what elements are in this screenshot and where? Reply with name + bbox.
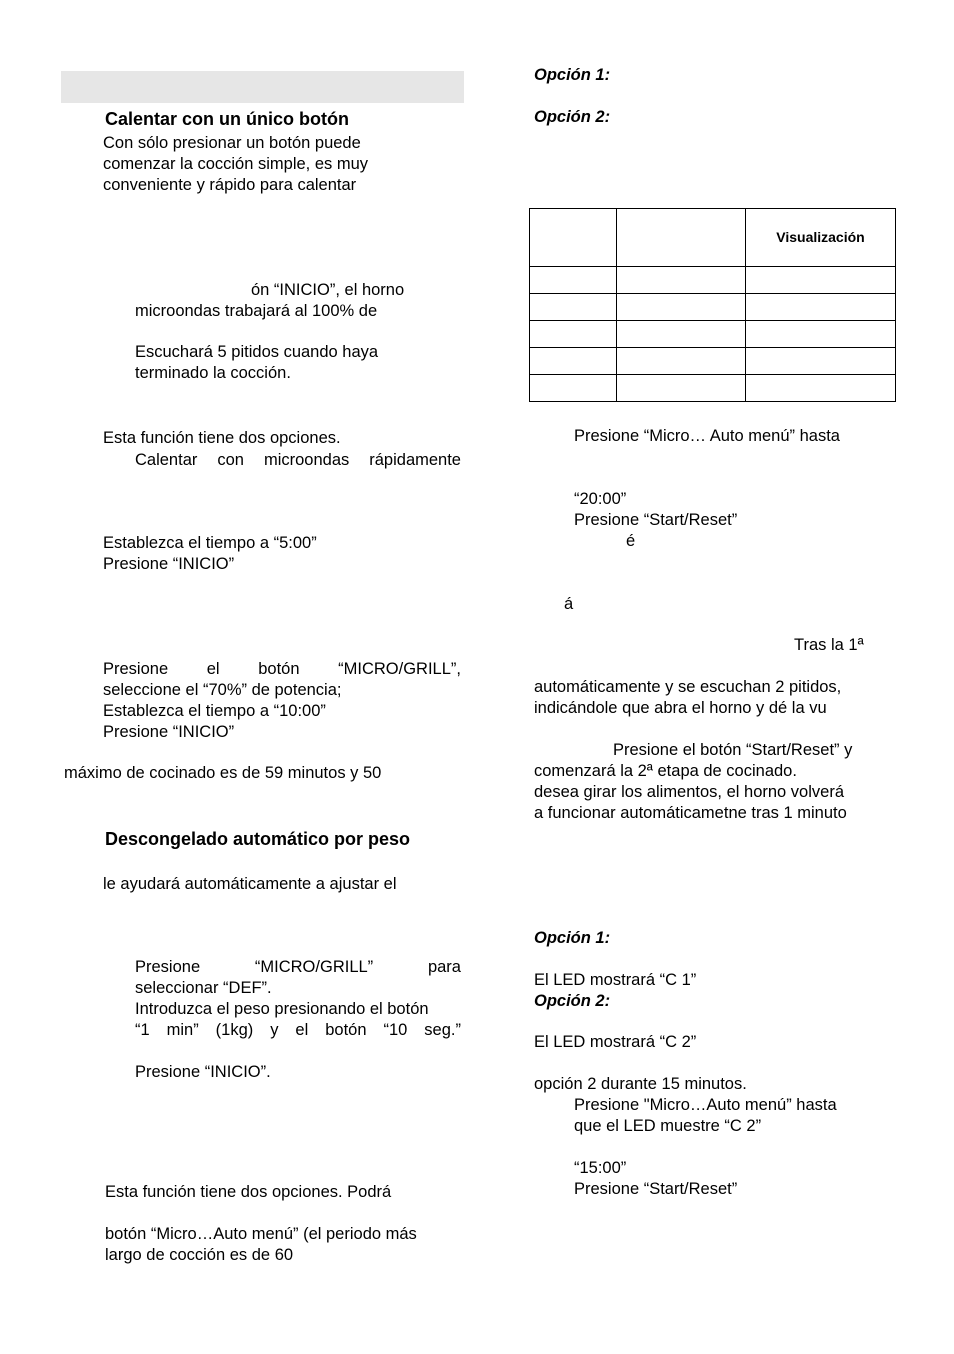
paragraph-line: a funcionar automáticametne tras 1 minuto [534, 804, 847, 822]
paragraph-line-justified [103, 659, 461, 680]
paragraph-line: seleccione el “70%” de potencia; [103, 681, 342, 699]
paragraph-line: “20:00” [574, 490, 627, 508]
paragraph-line: Tras la 1ª [794, 636, 864, 654]
section-header-bar [61, 71, 464, 103]
paragraph-line: Presione “Start/Reset” [574, 511, 738, 529]
paragraph-line: é [626, 532, 636, 550]
paragraph-line: Escuchará 5 pitidos cuando haya [135, 343, 379, 361]
paragraph-line: desea girar los alimentos, el horno volverá [534, 783, 844, 801]
word: Presione [135, 958, 201, 976]
table-cell [617, 375, 746, 402]
paragraph-line-justified [135, 957, 461, 978]
paragraph-line: conveniente y rápido para calentar [103, 176, 357, 194]
paragraph-line: Establezca el tiempo a “5:00” [103, 534, 317, 552]
table-header-display: Visualización [746, 209, 896, 267]
word: “MICRO/GRILL” [254, 958, 374, 976]
paragraph-line: Esta función tiene dos opciones. Podrá [105, 1183, 392, 1201]
option-1-label: Opción 1: [534, 66, 611, 84]
table-row [530, 267, 896, 294]
paragraph-line: comenzará la 2ª etapa de cocinado. [534, 762, 797, 780]
word: y [270, 1021, 279, 1039]
word: botón [325, 1021, 367, 1039]
table-cell [746, 321, 896, 348]
word: botón [258, 660, 300, 678]
paragraph-line: microondas trabajará al 100% de [135, 302, 378, 320]
paragraph-line: Presione "Micro…Auto menú” hasta [574, 1096, 837, 1114]
paragraph-line: que el LED muestre “C 2” [574, 1117, 762, 1135]
paragraph-line: El LED mostrará “C 2” [534, 1033, 697, 1051]
paragraph-line-justified [135, 1020, 461, 1041]
paragraph-line: Establezca el tiempo a “10:00” [103, 702, 326, 720]
option-2-label: Opción 2: [534, 108, 611, 126]
table-cell [746, 348, 896, 375]
table-cell [530, 375, 617, 402]
paragraph-line: Presione “INICIO” [103, 555, 235, 573]
table-cell [617, 348, 746, 375]
table-row [530, 348, 896, 375]
paragraph-line: automáticamente y se escuchan 2 pitidos, [534, 678, 842, 696]
table-cell [530, 294, 617, 321]
table-cell [530, 267, 617, 294]
word: (1kg) [215, 1021, 254, 1039]
paragraph-line: opción 2 durante 15 minutos. [534, 1075, 747, 1093]
table-cell [746, 294, 896, 321]
table-cell [746, 375, 896, 402]
paragraph-line: seleccionar “DEF”. [135, 979, 272, 997]
word: “1 [135, 1021, 150, 1039]
paragraph-line: Introduzca el peso presionando el botón [135, 1000, 429, 1018]
word: min” [166, 1021, 199, 1039]
table-row [530, 375, 896, 402]
paragraph-line: Calentar con microondas rápidamente [135, 451, 461, 469]
table-header-row [530, 209, 896, 267]
word: “MICRO/GRILL”, [338, 660, 461, 678]
table-row [530, 321, 896, 348]
paragraph-line: á [564, 595, 574, 613]
paragraph-line: Presione el botón “Start/Reset” y [613, 741, 853, 759]
word: Presione [103, 660, 169, 678]
paragraph-line: largo de cocción es de 60 [105, 1246, 294, 1264]
word: para [427, 958, 461, 976]
table-cell [617, 294, 746, 321]
word: el [206, 660, 220, 678]
word: “10 [383, 1021, 408, 1039]
paragraph-line: terminado la cocción. [135, 364, 291, 382]
heading-one-button-heat: Calentar con un único botón [105, 109, 349, 129]
paragraph-line: “15:00” [574, 1159, 627, 1177]
paragraph-line: Presione “INICIO”. [135, 1063, 271, 1081]
paragraph-line: indicándole que abra el horno y dé la vu [534, 699, 827, 717]
paragraph-line: máximo de cocinado es de 59 minutos y 50 [64, 764, 382, 782]
option-2-label: Opción 2: [534, 992, 611, 1010]
paragraph-line: botón “Micro…Auto menú” (el periodo más [105, 1225, 417, 1243]
paragraph-line: Esta función tiene dos opciones. [103, 429, 341, 447]
heading-auto-defrost: Descongelado automático por peso [105, 829, 411, 849]
table-cell [617, 267, 746, 294]
table-cell [530, 209, 617, 267]
table-cell [617, 209, 746, 267]
table-cell [746, 267, 896, 294]
table-cell [530, 321, 617, 348]
paragraph-line: Con sólo presionar un botón puede [103, 134, 361, 152]
paragraph-line: Presione “Micro… Auto menú” hasta [574, 427, 840, 445]
paragraph-line: ón “INICIO”, el horno [251, 281, 405, 299]
table-cell [530, 348, 617, 375]
paragraph-line: comenzar la cocción simple, es muy [103, 155, 369, 173]
table-cell [617, 321, 746, 348]
word: el [295, 1021, 309, 1039]
auto-menu-table [529, 208, 896, 402]
paragraph-line: le ayudará automáticamente a ajustar el [103, 875, 397, 893]
paragraph-line: Presione “INICIO” [103, 723, 235, 741]
paragraph-line: Presione “Start/Reset” [574, 1180, 738, 1198]
word: seg.” [424, 1021, 461, 1039]
paragraph-line: El LED mostrará “C 1” [534, 971, 697, 989]
option-1-label: Opción 1: [534, 929, 611, 947]
table-row [530, 294, 896, 321]
